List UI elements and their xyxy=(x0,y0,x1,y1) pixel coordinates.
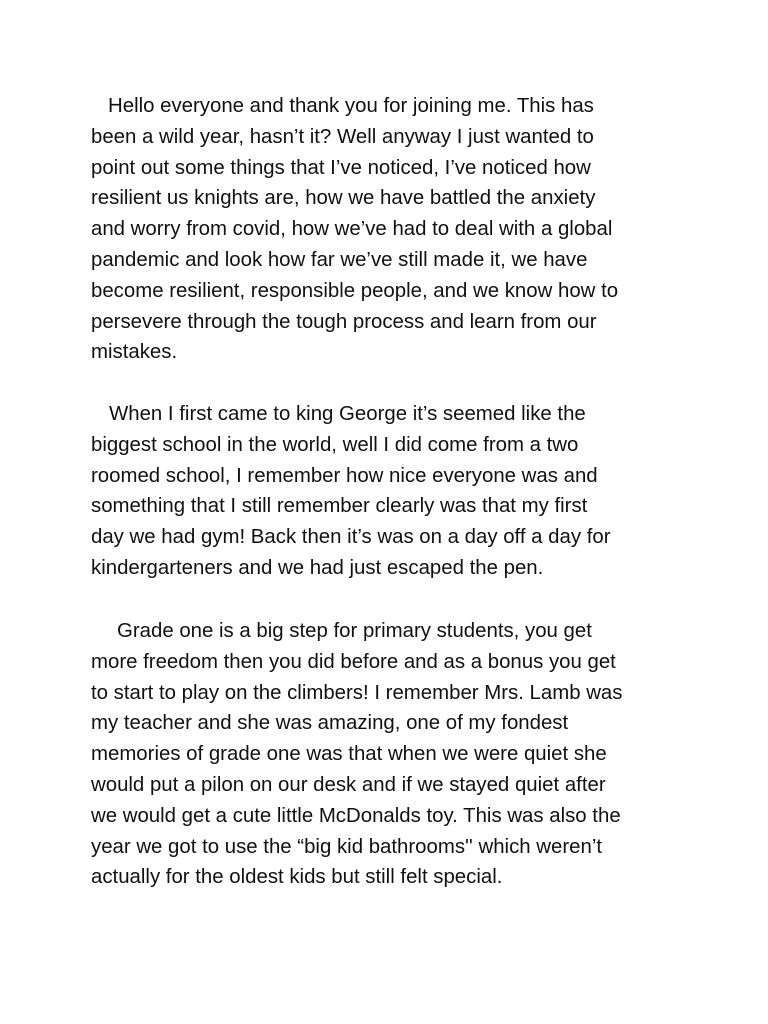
paragraph-2 xyxy=(91,399,691,584)
paragraph-line: roomed school, I remember how nice everyone was and xyxy=(91,464,598,487)
paragraph-line: Grade one is a big step for primary students, you get xyxy=(117,620,592,642)
paragraph-line: to start to play on the climbers! I remember Mrs. Lamb was xyxy=(91,681,623,704)
paragraph-line: actually for the oldest kids but still felt special. xyxy=(91,866,503,889)
paragraph-line: more freedom then you did before and as a bonus you get xyxy=(91,650,616,673)
paragraph-line: year we got to use the “big kid bathrooms'' which weren’t xyxy=(91,835,603,858)
paragraph-line: day we had gym! Back then it’s was on a day off a day for xyxy=(91,526,611,549)
paragraph-line: would put a pilon on our desk and if we stayed quiet after xyxy=(91,773,606,796)
paragraph-line: memories of grade one was that when we were quiet she xyxy=(91,743,607,766)
paragraph-line: resilient us knights are, how we have battled the anxiety xyxy=(91,187,596,210)
paragraph-line: something that I still remember clearly was that my first xyxy=(91,495,588,518)
paragraph-line: mistakes. xyxy=(91,341,178,364)
paragraph-line: point out some things that I’ve noticed, I’ve noticed how xyxy=(91,156,591,179)
paragraph-line: been a wild year, hasn’t it? Well anyway I just wanted to xyxy=(91,125,594,148)
paragraph-line: When I first came to king George it’s seemed like the xyxy=(109,403,586,425)
paragraph-line: and worry from covid, how we’ve had to deal with a global xyxy=(91,218,613,241)
paragraph-line: my teacher and she was amazing, one of my fondest xyxy=(91,712,569,735)
paragraph-line: biggest school in the world, well I did come from a two xyxy=(91,433,579,456)
paragraph-line: persevere through the tough process and learn from our xyxy=(91,310,597,333)
paragraph-line: kindergarteners and we had just escaped the pen. xyxy=(91,556,544,579)
paragraph-line: pandemic and look how far we’ve still made it, we have xyxy=(91,248,588,271)
paragraph-line: we would get a cute little McDonalds toy. This was also the xyxy=(91,804,621,827)
paragraph-1 xyxy=(91,91,691,368)
paragraph-line: become resilient, responsible people, and we know how to xyxy=(91,279,619,302)
paragraph-line: Hello everyone and thank you for joining me. This has xyxy=(108,95,594,117)
paragraph-3 xyxy=(91,616,691,893)
